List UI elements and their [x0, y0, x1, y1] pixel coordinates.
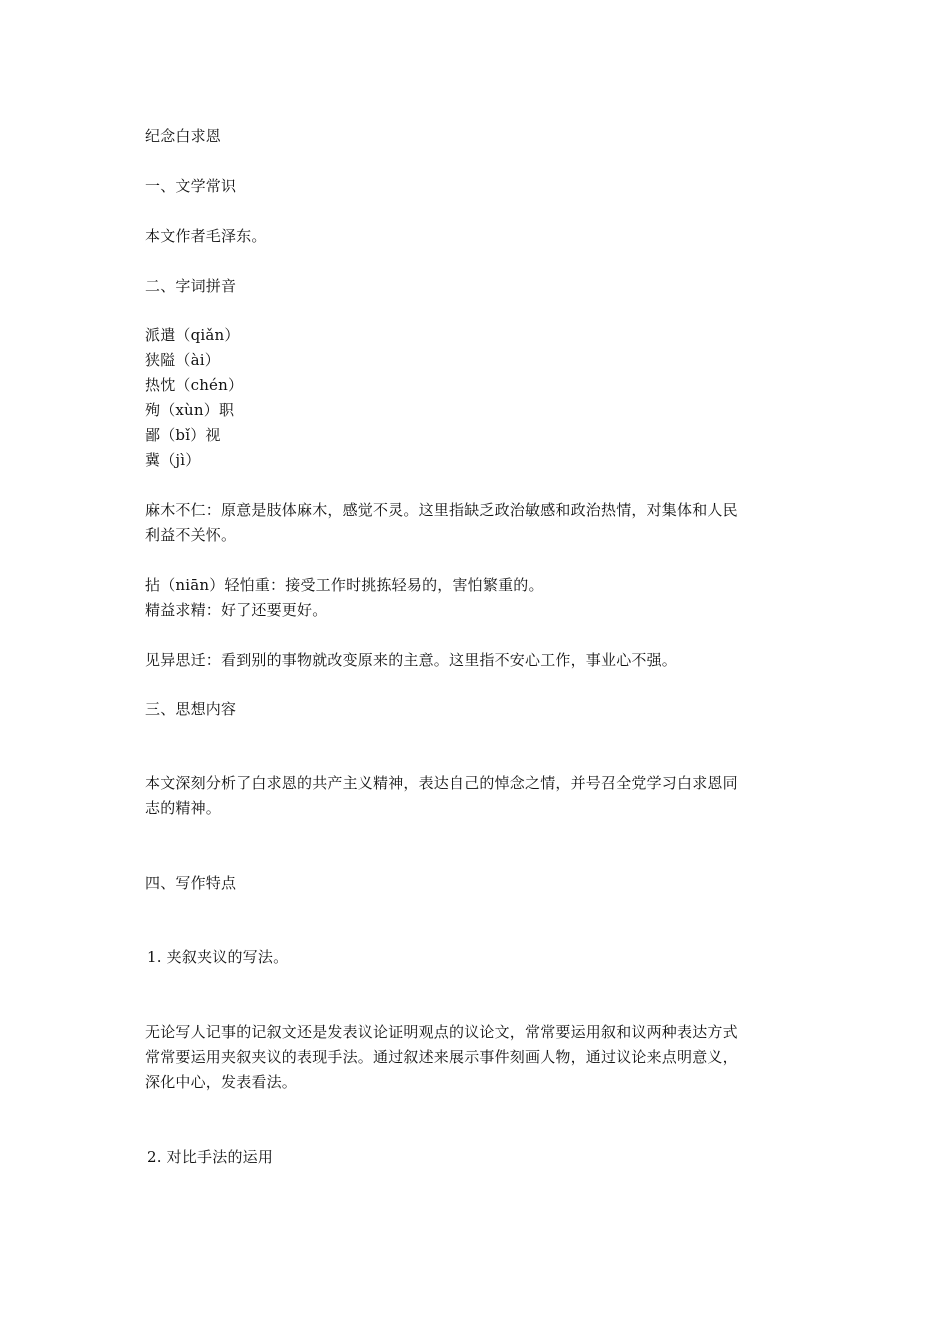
- section-heading-writing-features: 四、写作特点: [145, 874, 237, 892]
- content-paragraph-line: 本文深刻分析了白求恩的共产主义精神，表达自己的悼念之情，并号召全党学习白求恩同: [145, 774, 738, 792]
- feature-paragraph-line: 无论写人记事的记叙文还是发表议论证明观点的议论文，常常要运用叙和议两种表达方式: [145, 1023, 738, 1041]
- section-heading-pinyin: 二、字词拼音: [145, 277, 237, 295]
- feature-paragraph-line: 深化中心，发表看法。: [145, 1073, 298, 1091]
- document-title: 纪念白求恩: [145, 127, 222, 145]
- idiom-definition-line: 麻木不仁：原意是肢体麻木，感觉不灵。这里指缺乏政治敏感和政治热情，对集体和人民: [145, 501, 738, 519]
- content-paragraph-line: 志的精神。: [145, 799, 222, 817]
- feature-point-heading: 1. 夹叙夹议的写法。: [147, 948, 289, 966]
- pinyin-item: 殉（xùn）职: [145, 401, 235, 419]
- feature-paragraph-line: 常常要运用夹叙夹议的表现手法。通过叙述来展示事件刻画人物，通过议论来点明意义，: [145, 1048, 738, 1066]
- section-heading-literary-knowledge: 一、文学常识: [145, 177, 237, 195]
- idiom-definition-line: 利益不关怀。: [145, 526, 237, 544]
- idiom-definition: 精益求精：好了还要更好。: [145, 601, 328, 619]
- pinyin-item: 狭隘（ài）: [145, 351, 220, 369]
- pinyin-item: 派遣（qiǎn）: [145, 326, 240, 344]
- pinyin-item: 热忱（chén）: [145, 376, 244, 394]
- feature-point-heading: 2. 对比手法的运用: [147, 1148, 274, 1166]
- section-heading-content: 三、思想内容: [145, 700, 237, 718]
- idiom-definition: 拈（niān）轻怕重：接受工作时挑拣轻易的，害怕繁重的。: [145, 576, 544, 594]
- idiom-definition: 见异思迁：看到别的事物就改变原来的主意。这里指不安心工作，事业心不强。: [145, 651, 678, 669]
- author-note: 本文作者毛泽东。: [145, 227, 267, 245]
- pinyin-item: 冀（jì）: [145, 451, 201, 469]
- pinyin-item: 鄙（bǐ）视: [145, 426, 221, 444]
